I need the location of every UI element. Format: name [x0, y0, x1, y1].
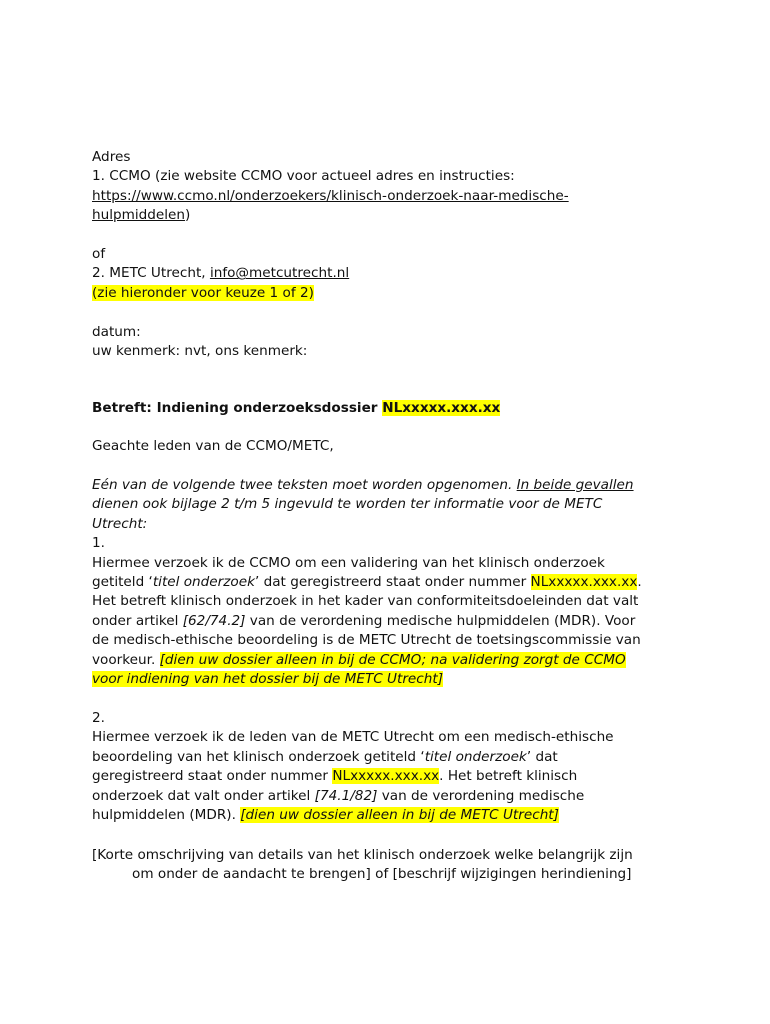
option-1-line-2: getiteld ‘titel onderzoek’ dat geregistreerd staat onder nummer NLxxxxx.xxx.xx. [92, 574, 642, 591]
summary-line-2: om onder de aandacht te brengen] of [beschrijf wijzigingen herindiening] [132, 866, 632, 883]
address-block [92, 148, 692, 226]
ccmo-url-line-1 [92, 187, 692, 206]
option-1-dossier-number: NLxxxxx.xxx.xx [530, 574, 638, 591]
date-label: datum: [92, 324, 141, 340]
summary-block [92, 846, 692, 885]
address-heading: Adres [92, 149, 131, 165]
option-1-line-1: Hiermee verzoek ik de CCMO om een validering van het klinisch onderzoek [92, 554, 605, 571]
option-1-line-5: de medisch-ethische beoordeling is de METC Utrecht de toetsingscommissie van [92, 632, 641, 649]
ccmo-url-line-2: hulpmiddelen) [92, 207, 191, 224]
option-1-line-7 [92, 670, 692, 689]
instruction-line-3: Utrecht: [92, 515, 148, 532]
address-line-ccmo: 1. CCMO (zie website CCMO voor actueel adres en instructies: [92, 168, 515, 185]
choice-note [92, 284, 692, 303]
option-2-line-5: hulpmiddelen (MDR). [dien uw dossier alleen in bij de METC Utrecht] [92, 807, 559, 824]
instruction-block [92, 476, 692, 689]
option-2-line-3: geregistreerd staat onder nummer NLxxxxx.xxx.xx. Het betreft klinisch [92, 768, 578, 785]
address-block-metc [92, 245, 692, 303]
or-text: of [92, 246, 106, 262]
subject-line [92, 399, 692, 418]
option-1-line-4: onder artikel [62/74.2] van de verordening medische hulpmiddelen (MDR). Voor [92, 612, 636, 629]
summary-line-1: [Korte omschrijving van details van het klinisch onderzoek welke belangrijk zijn [92, 847, 633, 863]
option-2-line-2: beoordeling van het klinisch onderzoek getiteld ‘titel onderzoek’ dat [92, 748, 558, 765]
ccmo-url-link[interactable]: https://www.ccmo.nl/onderzoekers/klinisch-onderzoek-naar-medische- [92, 187, 569, 204]
option-1-note-highlight-continued: voor indiening van het dossier bij de METC Utrecht] [92, 671, 444, 688]
option-2-block [92, 709, 692, 825]
option-2-line-1: Hiermee verzoek ik de leden van de METC Utrecht om een medisch-ethische [92, 729, 614, 746]
address-line-metc: 2. METC Utrecht, info@metcutrecht.nl [92, 265, 350, 282]
option-2-note-highlight: [dien uw dossier alleen in bij de METC Utrecht] [240, 807, 559, 824]
option-2-line-4: onderzoek dat valt onder artikel [74.1/82] van de verordening medische [92, 787, 585, 804]
option-1-note-highlight: [dien uw dossier alleen in bij de CCMO; na validering zorgt de CCMO [159, 651, 626, 668]
option-2-number: 2. [92, 710, 105, 726]
salutation: Geachte leden van de CCMO/METC, [92, 438, 334, 454]
option-2-dossier-number: NLxxxxx.xxx.xx [332, 768, 440, 785]
option-1-line-3: Het betreft klinisch onderzoek in het kader van conformiteitsdoeleinden dat valt [92, 593, 639, 610]
choice-note-highlight: (zie hieronder voor keuze 1 of 2) [92, 284, 314, 301]
option-1-number: 1. [92, 535, 105, 552]
reference-label: uw kenmerk: nvt, ons kenmerk: [92, 343, 308, 360]
subject-text: Betreft: Indiening onderzoeksdossier [92, 400, 383, 416]
ccmo-url-link-continued[interactable]: hulpmiddelen [92, 207, 186, 224]
instruction-line-1: Eén van de volgende twee teksten moet worden opgenomen. In beide gevallen [92, 477, 634, 493]
email-link[interactable]: info@metcutrecht.nl [209, 265, 350, 282]
option-1-line-6: voorkeur. [dien uw dossier alleen in bij de CCMO; na validering zorgt de CCMO [92, 651, 626, 668]
meta-block [92, 323, 692, 362]
subject-dossier-number: NLxxxxx.xxx.xx [382, 400, 501, 416]
instruction-line-2: dienen ook bijlage 2 t/m 5 ingevuld te worden ter informatie voor de METC [92, 496, 603, 513]
